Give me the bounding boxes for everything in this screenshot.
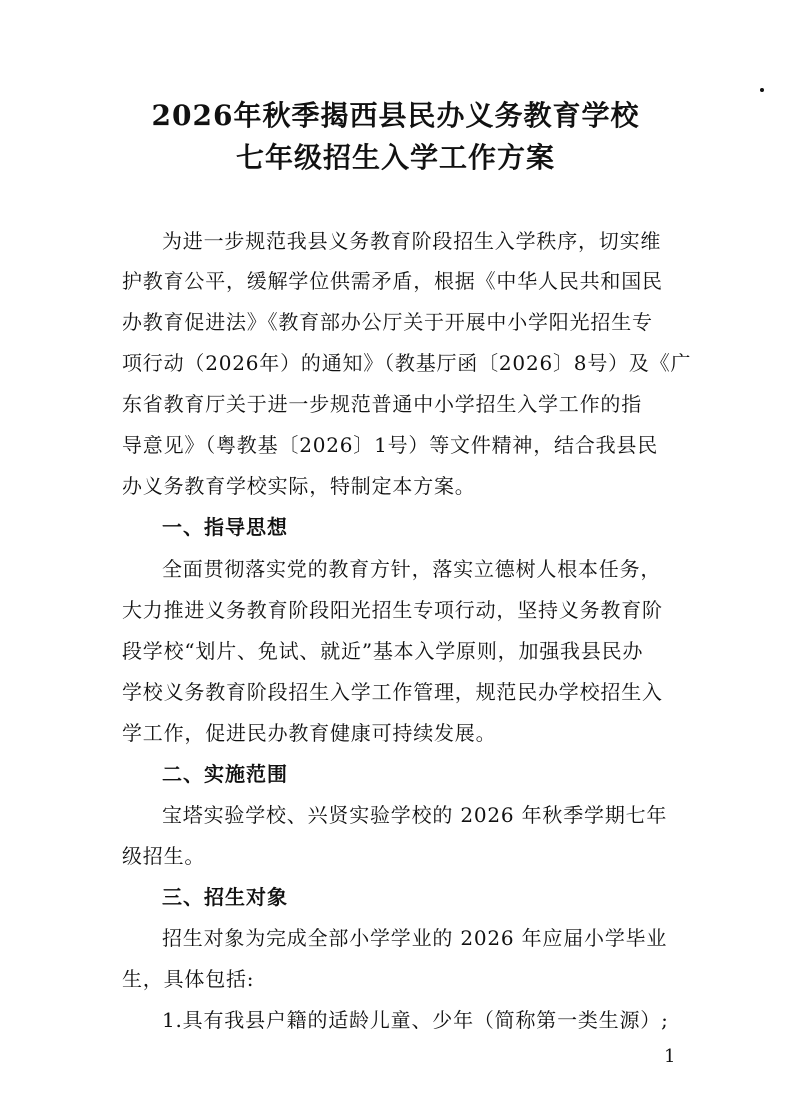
section3-line: 招生对象为完成全部小学学业的 2026 年应届小学毕业 <box>162 926 668 950</box>
intro-line: 办义务教育学校实际，特制定本方案。 <box>122 474 476 498</box>
intro-line: 护教育公平，缓解学位供需矛盾，根据《中华人民共和国民 <box>122 269 663 293</box>
section-heading-guiding-ideology: 一、指导思想 <box>162 515 288 539</box>
intro-line: 项行动（2026年）的通知》（教基厅函〔2026〕8号）及《广 <box>122 351 692 375</box>
document-title-line-1: 2026年秋季揭西县民办义务教育学校 <box>151 99 640 132</box>
scan-speck <box>760 88 764 92</box>
intro-line: 东省教育厅关于进一步规范普通中小学招生入学工作的指 <box>122 392 642 416</box>
section1-line: 大力推进义务教育阶段阳光招生专项行动，坚持义务教育阶 <box>122 598 663 622</box>
intro-line: 导意见》（粤教基〔2026〕1号）等文件精神，结合我县民 <box>122 433 659 457</box>
section1-line: 学工作，促进民办教育健康可持续发展。 <box>122 721 497 745</box>
intro-line: 办教育促进法》《教育部办公厅关于开展中小学阳光招生专 <box>122 310 653 334</box>
section2-line: 级招生。 <box>122 844 206 868</box>
section-heading-enrollment-targets: 三、招生对象 <box>162 885 288 909</box>
section3-line: 生，具体包括: <box>122 967 255 991</box>
section3-line: 1.具有我县户籍的适龄儿童、少年（简称第一类生源）; <box>162 1008 669 1032</box>
section-heading-scope: 二、实施范围 <box>162 762 288 786</box>
page-number: 1 <box>664 1046 676 1067</box>
section1-line: 段学校“划片、免试、就近”基本入学原则，加强我县民办 <box>122 639 644 663</box>
document-title-line-2: 七年级招生入学工作方案 <box>235 141 555 174</box>
intro-line: 为进一步规范我县义务教育阶段招生入学秩序，切实维 <box>162 229 662 253</box>
section1-line: 学校义务教育阶段招生入学工作管理，规范民办学校招生入 <box>122 680 663 704</box>
section1-line: 全面贯彻落实党的教育方针，落实立德树人根本任务， <box>162 557 662 581</box>
section2-line: 宝塔实验学校、兴贤实验学校的 2026 年秋季学期七年 <box>162 803 668 827</box>
